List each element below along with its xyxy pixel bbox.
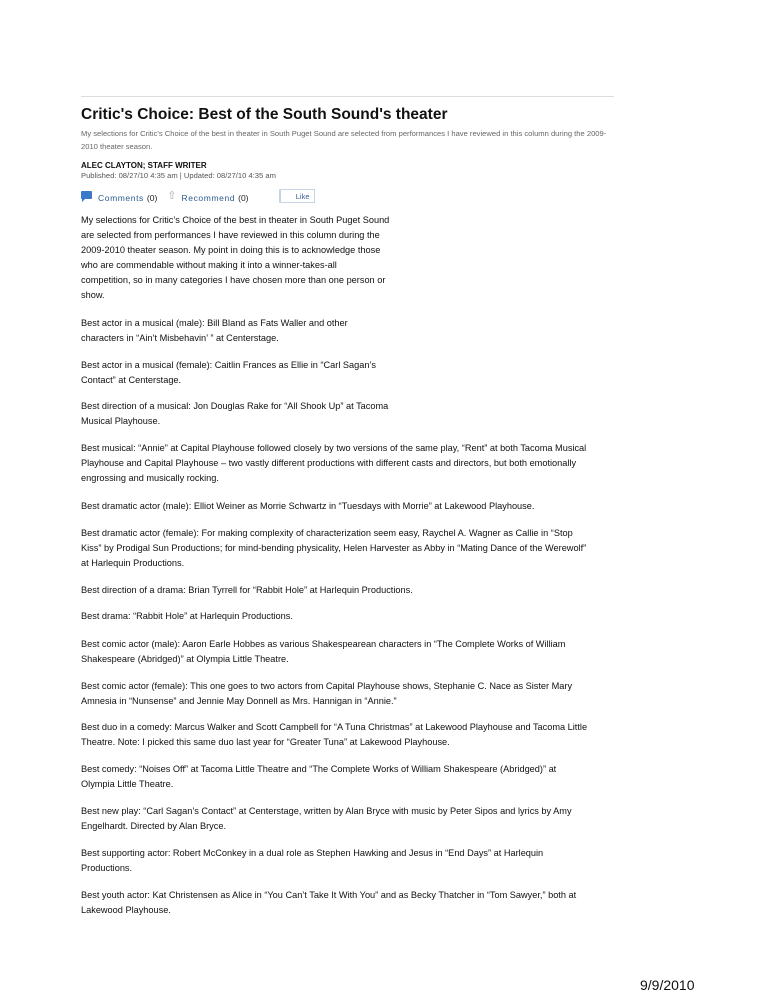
article-paragraph	[81, 499, 534, 514]
article-paragraph	[81, 441, 586, 486]
article-paragraph	[81, 888, 576, 918]
paragraph-line: Best direction of a drama: Brian Tyrrell for “Rabbit Hole” at Harlequin Productions.	[81, 585, 413, 595]
paragraph-line: Best actor in a musical (female): Caitlin Frances as Ellie in “Carl Sagan’s	[81, 360, 376, 370]
like-button[interactable]: Like	[279, 189, 315, 203]
comment-icon[interactable]	[81, 191, 92, 199]
paragraph-line: Best comic actor (male): Aaron Earle Hobbes as various Shakespearean characters in “The Complete Works of William	[81, 639, 566, 649]
comments-count: (0)	[146, 193, 158, 203]
article-paragraph	[81, 316, 348, 346]
article-paragraph	[81, 399, 388, 429]
paragraph-line: Olympia Little Theatre.	[81, 779, 174, 789]
paragraph-line: who are commendable without making it into a winner-takes-all	[81, 260, 337, 270]
recommend-link[interactable]: Recommend	[181, 193, 236, 203]
paragraph-line: Best actor in a musical (male): Bill Bland as Fats Waller and other	[81, 318, 348, 328]
paragraph-line: competition, so in many categories I have chosen more than one person or	[81, 275, 386, 285]
paragraph-line: Best comedy: “Noises Off” at Tacoma Little Theatre and “The Complete Works of William Shakespeare (Abridged)” at	[81, 764, 557, 774]
article-actions	[81, 189, 315, 207]
article-paragraph	[81, 358, 376, 388]
divider	[81, 96, 614, 97]
paragraph-line: Best new play: “Carl Sagan’s Contact” at Centerstage, written by Alan Bryce with music by Peter Sipos and lyrics by Amy	[81, 806, 572, 816]
paragraph-line: Best dramatic actor (female): For making complexity of characterization seem easy, Raychel A. Wagner as Callie in “Stop	[81, 528, 573, 538]
paragraph-line: characters in “Ain’t Misbehavin’ ” at Centerstage.	[81, 333, 279, 343]
paragraph-line: Musical Playhouse.	[81, 416, 161, 426]
article-paragraph	[81, 679, 572, 709]
paragraph-line: My selections for Critic’s Choice of the best in theater in South Puget Sound	[81, 215, 390, 225]
paragraph-line: Productions.	[81, 863, 133, 873]
article-paragraph	[81, 526, 586, 571]
paragraph-line: Best musical: “Annie” at Capital Playhouse followed closely by two versions of the same play, “Rent” at both Tacoma Musical	[81, 443, 587, 453]
paragraph-line: Kiss” by Prodigal Sun Productions; for mind-bending physicality, Helen Harvester as Abby in “Mating Dance of the Werewolf”	[81, 543, 587, 553]
recommend-arrow-icon[interactable]: ⇧	[167, 189, 177, 202]
article-paragraph	[81, 609, 293, 624]
paragraph-line: at Harlequin Productions.	[81, 558, 185, 568]
article-paragraph	[81, 846, 543, 876]
paragraph-line: are selected from performances I have reviewed in this column during the	[81, 230, 380, 240]
article-paragraph	[81, 583, 413, 598]
paragraph-line: Amnesia in “Nunsense” and Jennie May Donnell as Mrs. Hannigan in “Annie.”	[81, 696, 397, 706]
article-paragraph	[81, 720, 587, 750]
paragraph-line: Best direction of a musical: Jon Douglas Rake for “All Shook Up” at Tacoma	[81, 401, 389, 411]
byline: ALEC CLAYTON; STAFF WRITER	[81, 161, 207, 170]
paragraph-line: show.	[81, 290, 105, 300]
article-paragraph	[81, 213, 389, 303]
comments-link[interactable]: Comments	[98, 193, 144, 203]
page-title: Critic's Choice: Best of the South Sound's theater	[81, 106, 448, 123]
paragraph-line: Best duo in a comedy: Marcus Walker and Scott Campbell for “A Tuna Christmas” at Lakewood Playhouse and Tacoma Little	[81, 722, 588, 732]
article-paragraph	[81, 804, 572, 834]
publish-timestamp: Published: 08/27/10 4:35 am | Updated: 08/27/10 4:35 am	[81, 171, 276, 180]
article-paragraph	[81, 762, 556, 792]
paragraph-line: Engelhardt. Directed by Alan Bryce.	[81, 821, 227, 831]
paragraph-line: Contact” at Centerstage.	[81, 375, 182, 385]
paragraph-line: Best supporting actor: Robert McConkey in a dual role as Stephen Hawking and Jesus in “End Days” at Harlequin	[81, 848, 544, 858]
paragraph-line: Lakewood Playhouse.	[81, 905, 171, 915]
paragraph-line: Theatre. Note: I picked this same duo last year for “Greater Tuna” at Lakewood Playhouse.	[81, 737, 450, 747]
paragraph-line: engrossing and musically rocking.	[81, 473, 219, 483]
paragraph-line: Best drama: “Rabbit Hole” at Harlequin Productions.	[81, 611, 293, 621]
recommend-count: (0)	[238, 193, 249, 203]
paragraph-line: Best youth actor: Kat Christensen as Alice in “You Can’t Take It With You” and as Becky Thatcher in “Tom Sawyer,” both at	[81, 890, 577, 900]
paragraph-line: Shakespeare (Abridged)” at Olympia Little Theatre.	[81, 654, 289, 664]
paragraph-line: Playhouse and Capital Playhouse – two vastly different productions with different casts and directors, but both emotionally	[81, 458, 577, 468]
paragraph-line: Best comic actor (female): This one goes to two actors from Capital Playhouse shows, Stephanie C. Nace as Sister Mary	[81, 681, 573, 691]
paragraph-line: Best dramatic actor (male): Elliot Weiner as Morrie Schwartz in “Tuesdays with Morrie” at Lakewood Playhouse.	[81, 501, 535, 511]
article-paragraph	[81, 637, 565, 667]
paragraph-line: 2009-2010 theater season. My point in doing this is to acknowledge those	[81, 245, 381, 255]
article-summary: My selections for Critic's Choice of the best in theater in South Puget Sound are selected from performances I have reviewed in this column during the 2009-2010 theater season.	[81, 129, 607, 151]
print-date: 9/9/2010	[640, 977, 695, 993]
